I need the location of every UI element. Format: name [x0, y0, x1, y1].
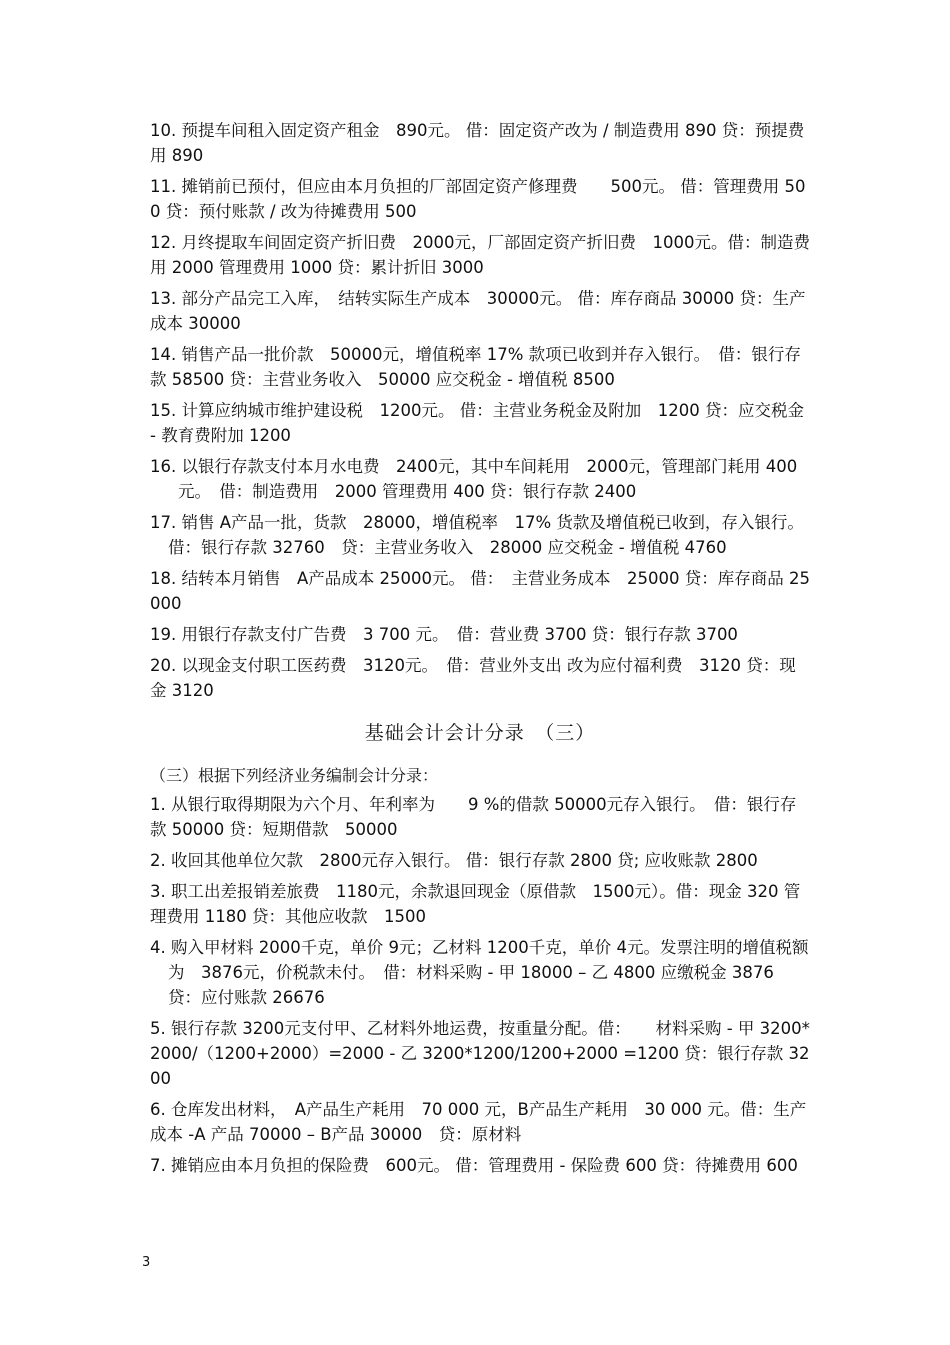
- entry-14: 14. 销售产品一批价款 50000元，增值税率 17% 款项已收到并存入银行。 借：银行存款 58500 贷：主营业务收入 50000 应交税金 - 增值税 8500: [150, 345, 801, 389]
- entry-15: 15. 计算应纳城市维护建设税 1200元。 借：主营业务税金及附加 1200 贷：应交税金 - 教育费附加 1200: [150, 401, 804, 445]
- entry-10: 10. 预提车间租入固定资产租金 890元。 借：固定资产改为 / 制造费用 890 贷：预提费用 890: [150, 121, 805, 165]
- entry-12: 12. 月终提取车间固定资产折旧费 2000元，厂部固定资产折旧费 1000元。借：制造费用 2000 管理费用 1000 贷：累计折旧 3000: [150, 233, 810, 277]
- entry-18: 18. 结转本月销售 A产品成本 25000元。 借： 主营业务成本 25000 贷：库存商品 25000: [150, 569, 810, 613]
- entry-7: 7. 摊销应由本月负担的保险费 600元。 借：管理费用 - 保险费 600 贷：待摊费用 600: [150, 1156, 798, 1175]
- entry-1: 1. 从银行取得期限为六个月、年利率为 9 %的借款 50000元存入银行。 借：银行存款 50000 贷：短期借款 50000: [150, 795, 797, 839]
- entry-17: 17. 销售 A产品一批，货款 28000，增值税率 17% 货款及增值税已收到，存入银行。 借：银行存款 32760 贷：主营业务收入 28000 应交税金 - 增值税 4760: [150, 513, 804, 557]
- entry-6: 6. 仓库发出材料， A产品生产耗用 70 000 元，B产品生产耗用 30 000 元。借：生产成本 -A 产品 70000 – B产品 30000 贷：原材料: [150, 1100, 807, 1144]
- entry-2: 2. 收回其他单位欠款 2800元存入银行。 借：银行存款 2800 贷; 应收账款 2800: [150, 851, 758, 870]
- entry-16: 16. 以银行存款支付本月水电费 2400元，其中车间耗用 2000元，管理部门耗用 400元。 借：制造费用 2000 管理费用 400 贷：银行存款 2400: [150, 457, 798, 501]
- entry-3: 3. 职工出差报销差旅费 1180元，余款退回现金（原借款 1500元）。借：现金 320 管理费用 1180 贷：其他应收款 1500: [150, 882, 801, 926]
- entry-4: 4. 购入甲材料 2000千克，单价 9元；乙材料 1200千克，单价 4元。发票注明的增值税额为 3876元，价税款未付。 借：材料采购 - 甲 18000 – 乙 4800 应缴税金 3876 贷：应付账款 26676: [150, 938, 809, 1007]
- entry-list-part-two: [150, 118, 810, 709]
- entry-20: 20. 以现金支付职工医药费 3120元。 借：营业外支出 改为应付福利费 3120 贷：现金 3120: [150, 656, 796, 700]
- entry-19: 19. 用银行存款支付广告费 3 700 元。 借：营业费 3700 贷：银行存款 3700: [150, 625, 738, 644]
- entry-11: 11. 摊销前已预付，但应由本月负担的厂部固定资产修理费 500元。 借：管理费用 500 贷：预付账款 / 改为待摊费用 500: [150, 177, 806, 221]
- entry-5: 5. 银行存款 3200元支付甲、乙材料外地运费，按重量分配。借： 材料采购 - 甲 3200*2000/（1200+2000）=2000 - 乙 3200*1200/1200+2000 =1200 贷：银行存款 3200: [150, 1019, 810, 1088]
- section-title: 基础会计会计分录 （三）: [364, 722, 596, 744]
- entry-list-part-three: [150, 792, 810, 1184]
- entry-13: 13. 部分产品完工入库， 结转实际生产成本 30000元。 借：库存商品 30000 贷：生产成本 30000: [150, 289, 806, 333]
- section-intro: （三）根据下列经济业务编制会计分录：: [150, 766, 439, 785]
- page-number: 3: [142, 1255, 151, 1270]
